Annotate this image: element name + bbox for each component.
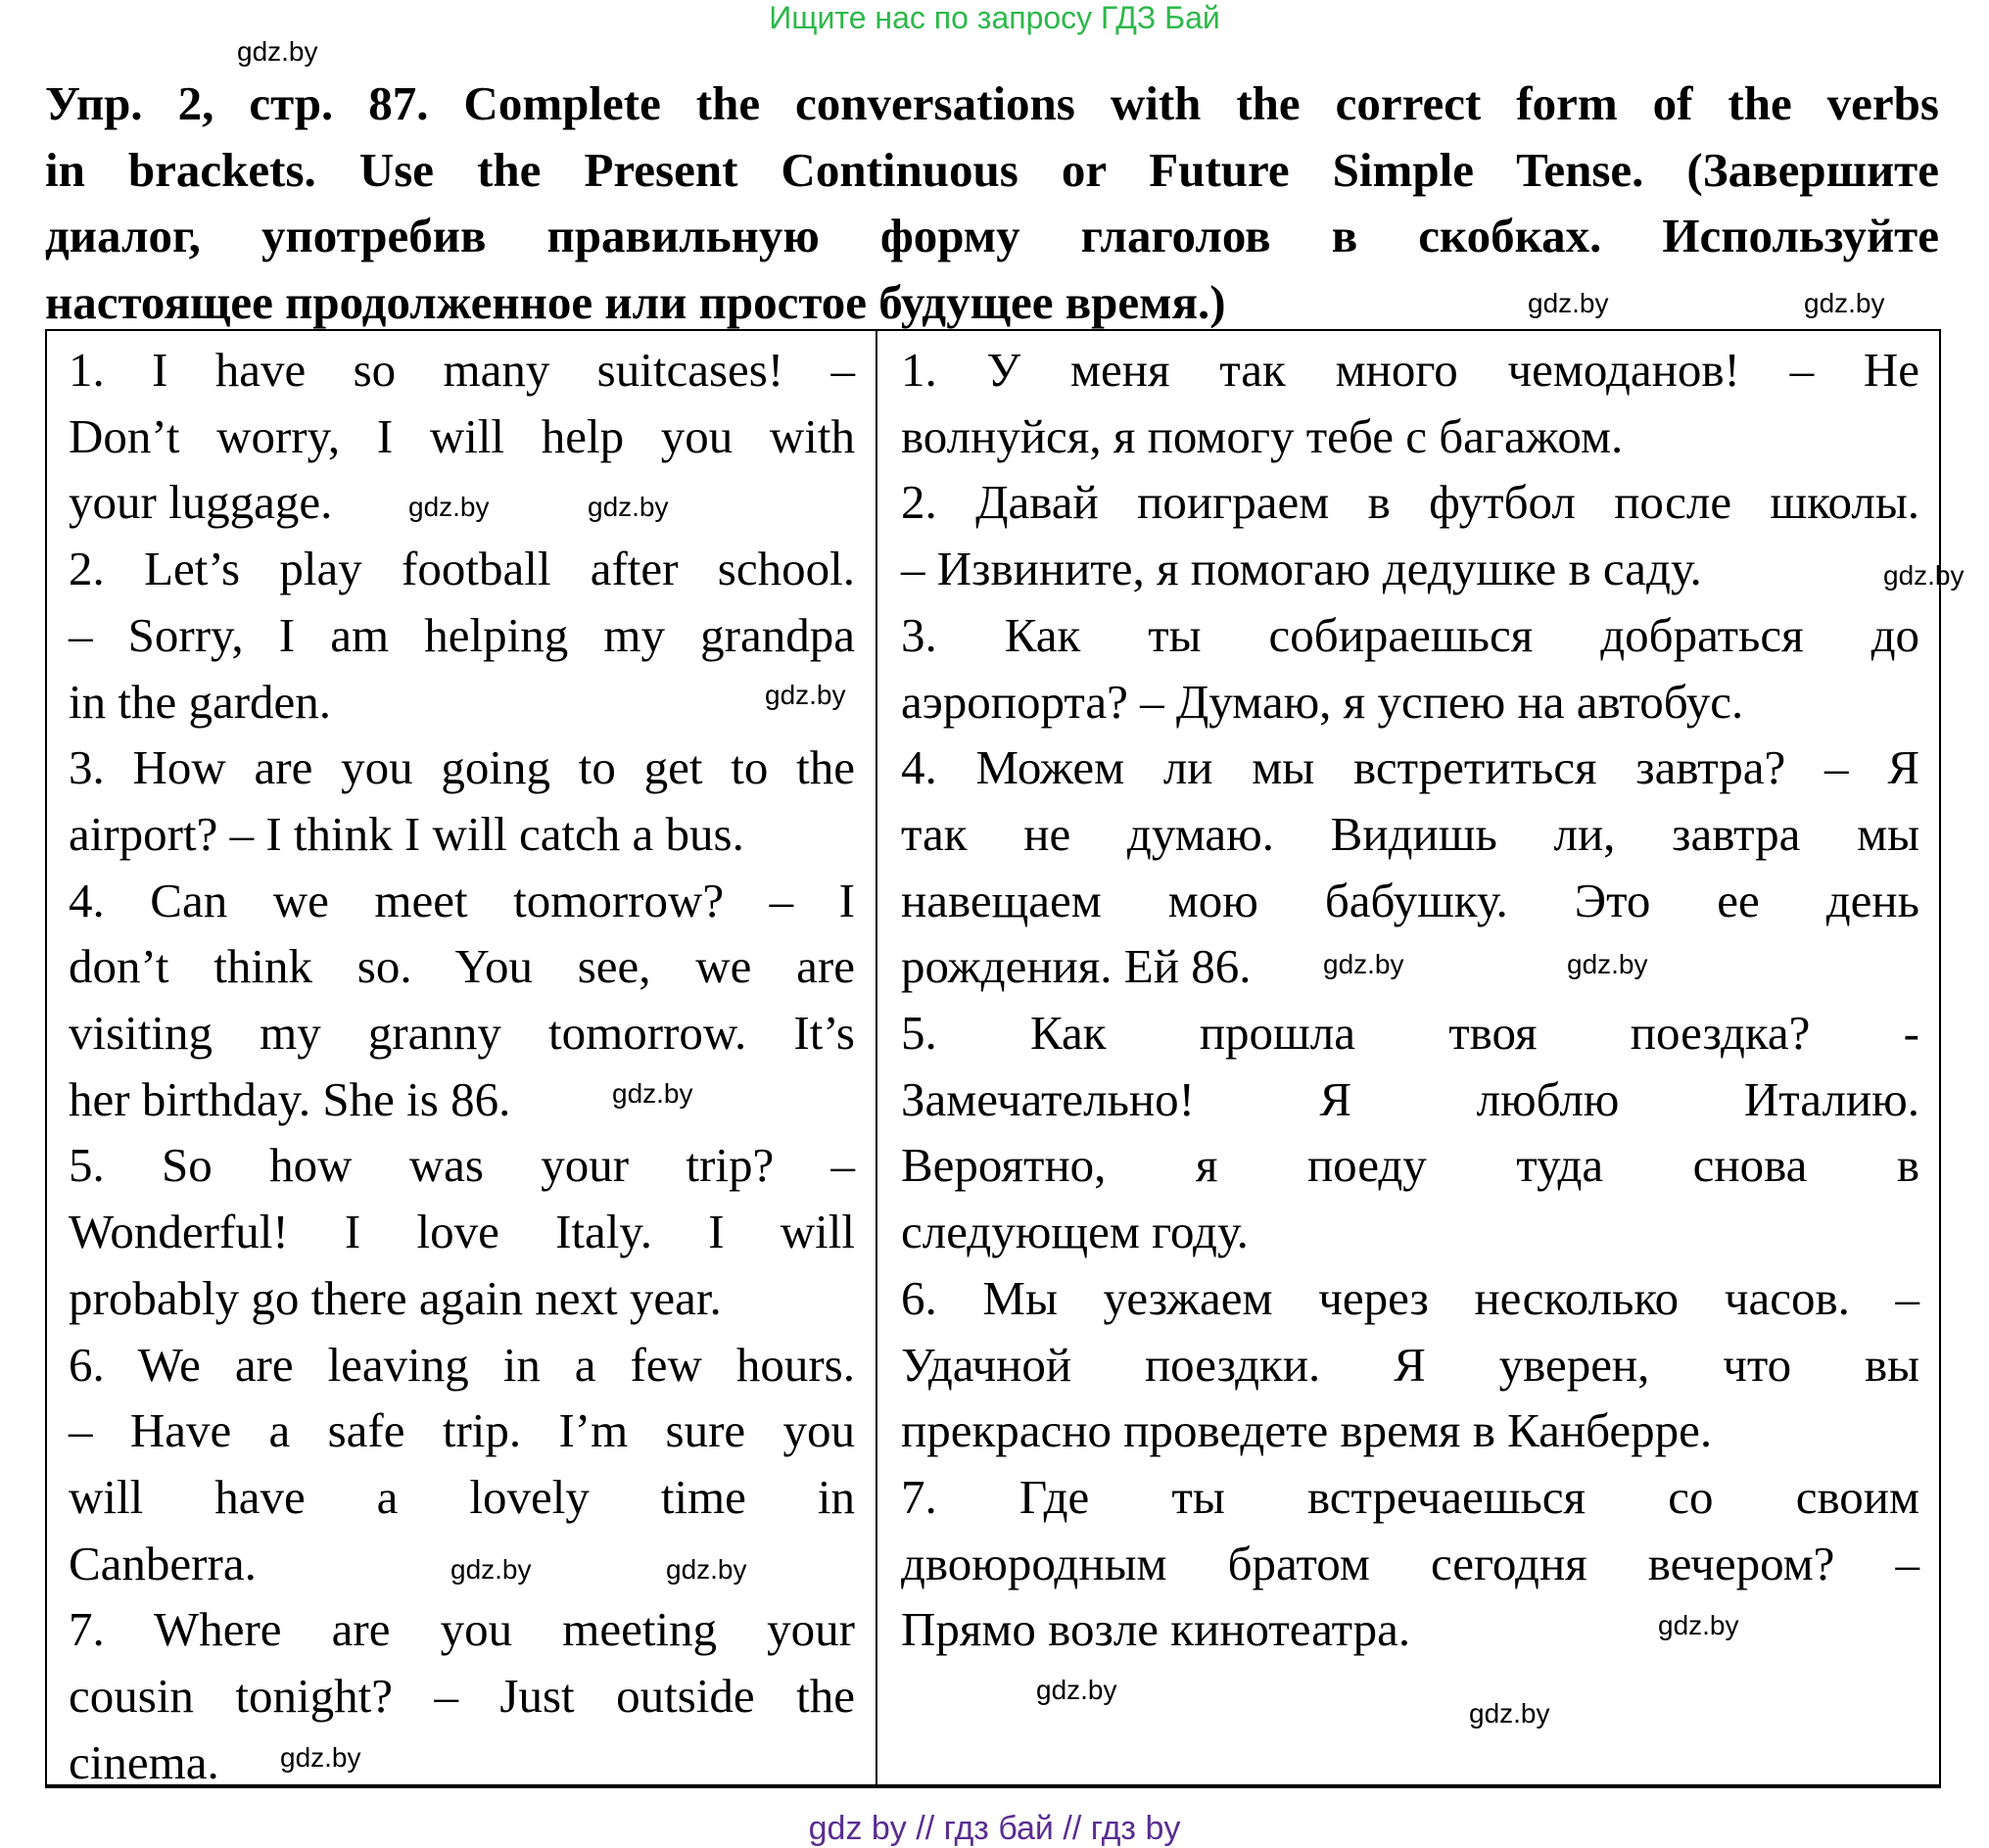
watermark: gdz.by xyxy=(1804,288,1885,318)
text-line: 3. Как ты собираешься добраться до xyxy=(901,607,1919,662)
text-line: visiting my granny tomorrow. It’s xyxy=(69,1006,855,1061)
left-item-7 xyxy=(69,1596,855,1795)
text-line: следующем году. xyxy=(901,1205,1249,1259)
text-line: 7. Где ты встречаешься со своим xyxy=(901,1469,1919,1524)
text-line: Canberra. xyxy=(69,1536,257,1590)
text-line: навещаем мою бабушку. Это ее день xyxy=(901,873,1919,927)
watermark: gdz.by xyxy=(408,492,490,522)
text-line: will have a lovely time in xyxy=(69,1469,855,1524)
text-line: cousin tonight? – Just outside the xyxy=(69,1669,855,1724)
text-line: Прямо возле кинотеатра. xyxy=(901,1602,1411,1657)
answer-table xyxy=(45,329,1941,1788)
text-line: Замечательно! Я люблю Италию. xyxy=(901,1071,1919,1126)
text-line: Вероятно, я поеду туда снова в xyxy=(901,1138,1919,1193)
right-item-3 xyxy=(901,602,1919,734)
exercise-title xyxy=(45,71,1939,335)
text-line: her birthday. She is 86. xyxy=(69,1071,511,1126)
text-line: Wonderful! I love Italy. I will xyxy=(69,1205,855,1259)
text-line: Don’t worry, I will help you with xyxy=(69,408,855,463)
russian-column xyxy=(901,337,1919,1663)
left-item-4 xyxy=(69,868,855,1133)
watermark: gdz.by xyxy=(450,1554,532,1585)
watermark: gdz.by xyxy=(1469,1698,1550,1729)
right-item-6 xyxy=(901,1265,1919,1464)
text-line: 6. We are leaving in a few hours. xyxy=(69,1337,855,1392)
watermark: gdz.by xyxy=(765,680,846,710)
text-line: настоящее продолженное или простое будущее время.) xyxy=(45,274,1226,329)
right-item-4 xyxy=(901,734,1919,1000)
watermark: gdz.by xyxy=(1658,1610,1739,1640)
text-line: in the garden. xyxy=(69,674,332,729)
text-line: cinema. xyxy=(69,1734,219,1789)
watermark: gdz.by xyxy=(1323,949,1404,979)
text-line: 1. У меня так много чемоданов! – Не xyxy=(901,343,1919,397)
text-line: 2. Давай поиграем в футбол после школы. xyxy=(901,475,1919,530)
text-line: так не думаю. Видишь ли, завтра мы xyxy=(901,806,1919,861)
right-item-5 xyxy=(901,1000,1919,1265)
text-line: диалог, употребив правильную форму глаголов в скобках. Используйте xyxy=(45,209,1939,262)
text-line: рождения. Ей 86. xyxy=(901,939,1252,994)
text-line: двоюродным братом сегодня вечером? – xyxy=(901,1536,1919,1590)
text-line: probably go there again next year. xyxy=(69,1270,722,1325)
watermark: gdz.by xyxy=(666,1554,747,1585)
watermark: gdz.by xyxy=(612,1078,693,1109)
text-line: 2. Let’s play football after school. xyxy=(69,542,855,596)
text-line: 5. Как прошла твоя поездка? - xyxy=(901,1006,1919,1061)
watermark: gdz.by xyxy=(1528,288,1609,318)
left-item-5 xyxy=(69,1132,855,1331)
watermark: gdz.by xyxy=(1567,949,1648,979)
text-line: – Извините, я помогаю дедушке в саду. xyxy=(901,542,1702,596)
text-line: волнуйся, я помогу тебе с багажом. xyxy=(901,408,1624,463)
text-line: аэропорта? – Думаю, я успею на автобус. xyxy=(901,674,1744,729)
left-item-2 xyxy=(69,536,855,734)
text-line: don’t think so. You see, we are xyxy=(69,939,855,994)
text-line: 6. Мы уезжаем через несколько часов. – xyxy=(901,1270,1919,1325)
text-line: 4. Can we meet tomorrow? – I xyxy=(69,873,855,927)
text-line: Упр. 2, стр. 87. Complete the conversations with the correct form of the verbs xyxy=(45,76,1939,130)
watermark: gdz.by xyxy=(1036,1675,1117,1705)
text-line: your luggage. xyxy=(69,475,333,530)
text-line: Удачной поездки. Я уверен, что вы xyxy=(901,1337,1919,1392)
text-line: 7. Where are you meeting your xyxy=(69,1602,855,1657)
text-line: 5. So how was your trip? – xyxy=(69,1138,855,1193)
text-line: in brackets. Use the Present Continuous or Future Simple Tense. (Завершите xyxy=(45,142,1939,197)
watermark: gdz.by xyxy=(1883,560,1965,591)
text-line: прекрасно проведете время в Канберре. xyxy=(901,1403,1713,1458)
text-line: airport? – I think I will catch a bus. xyxy=(69,806,744,861)
right-item-1 xyxy=(901,337,1919,469)
column-divider xyxy=(876,331,877,1784)
footer-links: gdz by // гдз бай // гдз by xyxy=(808,1810,1181,1847)
right-item-7 xyxy=(901,1464,1919,1663)
watermark: gdz.by xyxy=(588,492,669,522)
text-line: 1. I have so many suitcases! – xyxy=(69,343,855,397)
right-item-2 xyxy=(901,469,1919,601)
text-line: 4. Можем ли мы встретиться завтра? – Я xyxy=(901,740,1919,795)
left-item-3 xyxy=(69,734,855,867)
watermark: gdz.by xyxy=(237,36,318,67)
text-line: 3. How are you going to get to the xyxy=(69,740,855,795)
watermark: gdz.by xyxy=(280,1742,361,1773)
text-line: – Have a safe trip. I’m sure you xyxy=(69,1403,855,1458)
text-line: – Sorry, I am helping my grandpa xyxy=(69,607,855,662)
search-hint: Ищите нас по запросу ГДЗ Бай xyxy=(769,0,1220,35)
